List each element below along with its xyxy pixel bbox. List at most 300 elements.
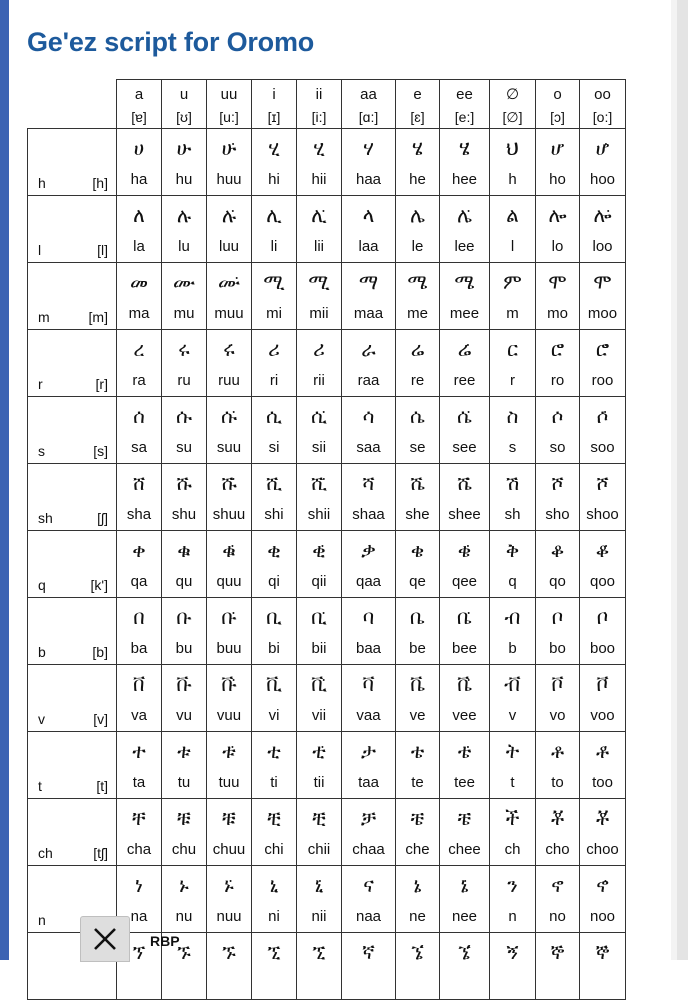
latin-syllable: chii bbox=[307, 841, 331, 858]
latin-syllable: che bbox=[405, 841, 430, 858]
latin-syllable: su bbox=[176, 439, 192, 456]
syllable-cell bbox=[440, 196, 490, 263]
geez-glyph: ቀ bbox=[132, 538, 146, 562]
latin-syllable: ve bbox=[409, 707, 426, 724]
latin-syllable: ra bbox=[132, 372, 146, 389]
syllable-cell bbox=[252, 866, 297, 933]
vowel-header-row bbox=[28, 80, 626, 129]
geez-glyph: ቶ̇ bbox=[595, 739, 610, 763]
syllable-cell bbox=[162, 263, 207, 330]
latin-syllable: r bbox=[510, 372, 515, 389]
vowel-label: i bbox=[272, 86, 276, 103]
syllable-cell bbox=[162, 397, 207, 464]
syllable-cell bbox=[207, 799, 252, 866]
syllable-cell bbox=[117, 330, 162, 397]
geez-glyph: ሉ̇ bbox=[221, 203, 237, 227]
latin-syllable: li bbox=[270, 238, 278, 255]
syllable-cell bbox=[580, 330, 626, 397]
latin-syllable: boo bbox=[589, 640, 616, 657]
syllable-cell bbox=[536, 330, 580, 397]
syllabary-table bbox=[27, 79, 626, 1000]
geez-glyph: ኔ bbox=[413, 873, 422, 897]
syllable-cell bbox=[162, 531, 207, 598]
consonant-ipa: [b] bbox=[92, 644, 108, 660]
syllable-cell bbox=[252, 129, 297, 196]
syllable-cell bbox=[396, 330, 440, 397]
syllable-cell bbox=[440, 330, 490, 397]
latin-syllable: too bbox=[592, 774, 613, 791]
geez-glyph: ሜ̇ bbox=[454, 270, 475, 294]
vowel-ipa: [ʊ] bbox=[176, 109, 192, 125]
latin-syllable: lii bbox=[314, 238, 324, 255]
syllable-cell bbox=[536, 933, 580, 1000]
syllable-cell bbox=[342, 263, 396, 330]
latin-syllable: ru bbox=[177, 372, 191, 389]
latin-syllable: sho bbox=[545, 506, 570, 523]
syllable-cell bbox=[297, 464, 342, 531]
vowel-header bbox=[117, 80, 162, 129]
syllable-cell bbox=[117, 799, 162, 866]
geez-glyph: ር bbox=[506, 337, 519, 361]
syllable-cell bbox=[490, 732, 536, 799]
geez-glyph: ሆ̇ bbox=[595, 136, 610, 160]
syllable-cell bbox=[396, 933, 440, 1000]
syllable-cell bbox=[490, 531, 536, 598]
consonant-label-cell bbox=[28, 464, 117, 531]
latin-syllable: qii bbox=[311, 573, 327, 590]
latin-syllable: luu bbox=[218, 238, 240, 255]
geez-glyph: ቭ bbox=[504, 672, 521, 696]
latin-syllable: vii bbox=[311, 707, 327, 724]
latin-syllable: chu bbox=[171, 841, 197, 858]
latin-syllable: qoo bbox=[589, 573, 616, 590]
syllable-cell bbox=[536, 397, 580, 464]
consonant-ipa: [t] bbox=[96, 778, 108, 794]
syllable-cell bbox=[297, 263, 342, 330]
latin-syllable: qi bbox=[268, 573, 280, 590]
vowel-ipa: [ɔ] bbox=[550, 109, 565, 125]
syllable-cell bbox=[396, 598, 440, 665]
geez-glyph: ኒ̇ bbox=[314, 873, 324, 897]
consonant-label-cell bbox=[28, 263, 117, 330]
latin-syllable: ree bbox=[453, 372, 476, 389]
syllable-cell bbox=[580, 732, 626, 799]
latin-syllable: tu bbox=[177, 774, 191, 791]
geez-glyph: ኒ bbox=[269, 873, 279, 897]
latin-syllable: see bbox=[452, 439, 477, 456]
geez-glyph: ሪ bbox=[268, 337, 280, 361]
geez-glyph: ቾ̇ bbox=[595, 806, 610, 830]
geez-glyph: ም bbox=[503, 270, 522, 294]
syllable-cell bbox=[440, 799, 490, 866]
syllable-cell bbox=[580, 799, 626, 866]
latin-syllable: shee bbox=[448, 506, 481, 523]
vowel-label: ee bbox=[456, 86, 473, 103]
syllable-cell bbox=[207, 933, 252, 1000]
geez-glyph: ሄ̇ bbox=[459, 136, 470, 160]
consonant-row bbox=[28, 263, 626, 330]
geez-glyph: ቨ bbox=[132, 672, 146, 696]
geez-glyph: ቡ̇ bbox=[221, 605, 237, 629]
geez-glyph: ና bbox=[363, 873, 374, 897]
consonant-letter: sh bbox=[38, 510, 53, 526]
latin-syllable: choo bbox=[586, 841, 619, 858]
syllable-cell bbox=[440, 598, 490, 665]
vowel-header bbox=[252, 80, 297, 129]
geez-glyph: ለ bbox=[133, 203, 145, 227]
consonant-label-cell bbox=[28, 531, 117, 598]
right-scroll-area bbox=[677, 0, 688, 960]
geez-glyph: ሀ bbox=[133, 136, 145, 160]
geez-glyph: ቩ̇ bbox=[221, 672, 237, 696]
geez-glyph: ሎ bbox=[548, 203, 567, 227]
geez-glyph: ቻ bbox=[360, 806, 377, 830]
syllable-cell bbox=[342, 799, 396, 866]
geez-glyph: ቤ bbox=[409, 605, 426, 629]
geez-glyph: ኝ bbox=[506, 940, 519, 964]
geez-glyph: ሺ̇ bbox=[310, 471, 328, 495]
syllable-cell bbox=[396, 129, 440, 196]
geez-glyph: ቄ bbox=[410, 538, 425, 562]
latin-syllable: re bbox=[410, 372, 425, 389]
geez-glyph: ቢ bbox=[266, 605, 282, 629]
latin-syllable: b bbox=[508, 640, 517, 657]
latin-syllable: va bbox=[131, 707, 147, 724]
latin-syllable: qaa bbox=[355, 573, 382, 590]
syllable-cell bbox=[490, 665, 536, 732]
latin-syllable: vo bbox=[549, 707, 566, 724]
syllable-cell bbox=[207, 330, 252, 397]
syllable-cell bbox=[252, 732, 297, 799]
syllable-cell bbox=[440, 665, 490, 732]
consonant-label-cell bbox=[28, 732, 117, 799]
syllable-cell bbox=[440, 866, 490, 933]
geez-glyph: ሁ̇ bbox=[221, 136, 237, 160]
geez-glyph: ቺ̇ bbox=[312, 806, 326, 830]
syllable-cell bbox=[536, 464, 580, 531]
geez-glyph: ሞ̇ bbox=[593, 270, 612, 294]
latin-syllable: se bbox=[409, 439, 426, 456]
geez-glyph: ሺ bbox=[265, 471, 283, 495]
latin-syllable: voo bbox=[590, 707, 615, 724]
latin-syllable: raa bbox=[357, 372, 380, 389]
syllable-cell bbox=[580, 397, 626, 464]
latin-syllable: rii bbox=[313, 372, 325, 389]
vowel-header bbox=[580, 80, 626, 129]
latin-syllable: baa bbox=[355, 640, 382, 657]
consonant-ipa: [l] bbox=[97, 242, 108, 258]
syllable-cell bbox=[162, 665, 207, 732]
geez-glyph: ኑ bbox=[179, 873, 189, 897]
consonant-label bbox=[28, 844, 116, 862]
latin-syllable: mee bbox=[449, 305, 480, 322]
syllable-cell bbox=[207, 531, 252, 598]
latin-syllable: m bbox=[506, 305, 519, 322]
geez-glyph: ኖ bbox=[551, 873, 564, 897]
syllable-cell bbox=[342, 866, 396, 933]
latin-syllable: ba bbox=[130, 640, 148, 657]
consonant-row bbox=[28, 397, 626, 464]
latin-syllable: lo bbox=[551, 238, 564, 255]
geez-glyph: ቺ bbox=[267, 806, 281, 830]
syllable-cell bbox=[580, 866, 626, 933]
syllable-cell bbox=[207, 598, 252, 665]
vowel-ipa: [ɪ] bbox=[267, 109, 281, 125]
syllable-cell bbox=[117, 129, 162, 196]
syllable-cell bbox=[207, 665, 252, 732]
latin-syllable: saa bbox=[356, 439, 381, 456]
geez-glyph: ሮ̇ bbox=[595, 337, 610, 361]
syllable-cell bbox=[117, 196, 162, 263]
geez-glyph: በ bbox=[133, 605, 145, 629]
geez-glyph: ሲ̇ bbox=[310, 404, 328, 428]
syllable-cell bbox=[490, 397, 536, 464]
syllable-cell bbox=[297, 397, 342, 464]
syllable-cell bbox=[396, 196, 440, 263]
vowel-ipa: [∅] bbox=[502, 109, 523, 125]
geez-glyph: ሳ bbox=[362, 404, 375, 428]
syllable-cell bbox=[440, 732, 490, 799]
vowel-ipa: [ɛ] bbox=[410, 109, 425, 125]
syllable-cell bbox=[342, 464, 396, 531]
syllable-cell bbox=[490, 866, 536, 933]
geez-glyph: ት bbox=[505, 739, 520, 763]
vowel-header bbox=[297, 80, 342, 129]
latin-syllable: hu bbox=[175, 171, 193, 188]
syllable-cell bbox=[252, 933, 297, 1000]
syllable-cell bbox=[580, 531, 626, 598]
syllable-cell bbox=[252, 531, 297, 598]
syllable-cell bbox=[297, 129, 342, 196]
syllable-cell bbox=[580, 196, 626, 263]
geez-glyph: ሌ bbox=[410, 203, 425, 227]
consonant-row bbox=[28, 665, 626, 732]
geez-glyph: ቴ̇ bbox=[457, 739, 472, 763]
latin-syllable: he bbox=[409, 171, 426, 188]
latin-syllable: qo bbox=[549, 573, 566, 590]
geez-glyph: ቸ bbox=[132, 806, 146, 830]
latin-syllable: bee bbox=[451, 640, 478, 657]
geez-glyph: ኜ̇ bbox=[457, 940, 472, 964]
geez-glyph: ሻ bbox=[362, 471, 375, 495]
syllable-cell bbox=[490, 263, 536, 330]
consonant-ipa: [s] bbox=[93, 443, 108, 459]
syllable-cell bbox=[490, 330, 536, 397]
geez-glyph: ቲ̇ bbox=[312, 739, 326, 763]
geez-glyph: ሁ bbox=[176, 136, 192, 160]
rbp-label: RBP bbox=[150, 933, 180, 949]
latin-syllable: nuu bbox=[216, 908, 242, 925]
latin-syllable: sha bbox=[126, 506, 152, 523]
syllable-cell bbox=[342, 397, 396, 464]
geez-glyph: ሊ̇ bbox=[311, 203, 327, 227]
syllable-cell bbox=[207, 397, 252, 464]
syllable-cell bbox=[490, 933, 536, 1000]
consonant-ipa: [k'] bbox=[90, 577, 108, 593]
consonant-label bbox=[28, 777, 116, 795]
latin-syllable: chaa bbox=[352, 841, 385, 858]
geez-glyph: ሾ̇ bbox=[596, 471, 609, 495]
consonant-ipa: [h] bbox=[92, 175, 108, 191]
latin-syllable: huu bbox=[216, 171, 242, 188]
syllable-cell bbox=[162, 799, 207, 866]
geez-glyph: ቅ bbox=[505, 538, 520, 562]
vowel-ipa: [o:] bbox=[592, 109, 613, 125]
syllable-cell bbox=[342, 732, 396, 799]
syllable-cell bbox=[580, 598, 626, 665]
latin-syllable: bo bbox=[549, 640, 566, 657]
geez-glyph: ሞ bbox=[548, 270, 567, 294]
consonant-label-cell bbox=[28, 665, 117, 732]
syllable-cell bbox=[342, 330, 396, 397]
geez-glyph: ሙ bbox=[172, 270, 196, 294]
geez-glyph: ሪ̇ bbox=[313, 337, 325, 361]
syllable-cell bbox=[440, 531, 490, 598]
geez-glyph: ቪ̇ bbox=[311, 672, 327, 696]
latin-syllable: v bbox=[508, 707, 517, 724]
syllable-cell bbox=[117, 598, 162, 665]
geez-glyph: ሲ bbox=[265, 404, 283, 428]
geez-glyph: ቱ̇ bbox=[222, 739, 236, 763]
syllable-cell bbox=[490, 799, 536, 866]
syllable-cell bbox=[117, 665, 162, 732]
geez-glyph: ቡ bbox=[176, 605, 192, 629]
syllable-cell bbox=[162, 598, 207, 665]
geez-glyph: ሾ bbox=[551, 471, 564, 495]
geez-glyph: ኔ̇ bbox=[460, 873, 469, 897]
latin-syllable: shoo bbox=[586, 506, 619, 523]
latin-syllable: qa bbox=[130, 573, 148, 590]
geez-glyph: ቬ bbox=[409, 672, 426, 696]
latin-syllable: taa bbox=[358, 774, 379, 791]
geez-glyph: ሸ bbox=[132, 471, 146, 495]
vowel-ipa: [i:] bbox=[311, 109, 327, 125]
consonant-label bbox=[28, 710, 116, 728]
consonant-row bbox=[28, 531, 626, 598]
consonant-letter: r bbox=[38, 376, 43, 392]
consonant-row bbox=[28, 732, 626, 799]
geez-glyph: ቂ̇ bbox=[312, 538, 326, 562]
syllable-cell bbox=[440, 397, 490, 464]
latin-syllable: shaa bbox=[352, 506, 385, 523]
consonant-row bbox=[28, 799, 626, 866]
consonant-letter: s bbox=[38, 443, 45, 459]
syllable-cell bbox=[252, 799, 297, 866]
syllable-cell bbox=[297, 866, 342, 933]
syllable-cell bbox=[342, 665, 396, 732]
vowel-label: uu bbox=[220, 86, 238, 103]
latin-syllable: ha bbox=[130, 171, 148, 188]
geez-glyph: ሱ̇ bbox=[220, 404, 238, 428]
vowel-label: ∅ bbox=[505, 86, 520, 103]
consonant-label-cell bbox=[28, 397, 117, 464]
syllable-cell bbox=[297, 665, 342, 732]
syllable-cell bbox=[297, 598, 342, 665]
latin-syllable: mu bbox=[173, 305, 195, 322]
syllable-cell bbox=[207, 129, 252, 196]
syllable-cell bbox=[536, 665, 580, 732]
latin-syllable: haa bbox=[355, 171, 382, 188]
geez-glyph: ቼ bbox=[410, 806, 425, 830]
latin-syllable: to bbox=[551, 774, 564, 791]
syllable-cell bbox=[580, 263, 626, 330]
latin-syllable: maa bbox=[353, 305, 384, 322]
geez-glyph: ሴ̇ bbox=[457, 404, 472, 428]
geez-glyph: ሹ bbox=[176, 471, 192, 495]
geez-glyph: ረ bbox=[133, 337, 145, 361]
syllable-cell bbox=[440, 933, 490, 1000]
latin-syllable: tii bbox=[313, 774, 325, 791]
latin-syllable: ruu bbox=[218, 372, 240, 389]
vowel-header bbox=[396, 80, 440, 129]
latin-syllable: lu bbox=[178, 238, 190, 255]
syllable-cell bbox=[396, 397, 440, 464]
latin-syllable: te bbox=[411, 774, 424, 791]
latin-syllable: qu bbox=[175, 573, 193, 590]
geez-glyph: ቮ bbox=[551, 672, 564, 696]
syllable-cell bbox=[440, 129, 490, 196]
geez-glyph: ሬ bbox=[410, 337, 425, 361]
geez-glyph: ተ bbox=[132, 739, 146, 763]
geez-glyph: ቄ̇ bbox=[457, 538, 472, 562]
syllable-cell bbox=[536, 598, 580, 665]
latin-syllable: n bbox=[508, 908, 517, 925]
latin-syllable: vi bbox=[268, 707, 280, 724]
consonant-label bbox=[28, 643, 116, 661]
geez-glyph: ቱ bbox=[177, 739, 191, 763]
syllable-cell bbox=[490, 598, 536, 665]
consonant-letter: q bbox=[38, 577, 46, 593]
consonant-letter: ch bbox=[38, 845, 53, 861]
latin-syllable: vuu bbox=[216, 707, 242, 724]
consonant-ipa: [tʃ] bbox=[93, 845, 108, 861]
consonant-letter: m bbox=[38, 309, 50, 325]
consonant-label bbox=[28, 509, 116, 527]
latin-syllable: vaa bbox=[356, 707, 381, 724]
geez-glyph: ቢ̇ bbox=[311, 605, 327, 629]
vowel-label: u bbox=[179, 86, 189, 103]
syllable-cell bbox=[396, 799, 440, 866]
consonant-label-cell bbox=[28, 799, 117, 866]
geez-glyph: ሚ̇ bbox=[308, 270, 330, 294]
geez-glyph: ታ bbox=[361, 739, 376, 763]
syllable-cell bbox=[162, 129, 207, 196]
consonant-ipa: [ʃ] bbox=[97, 510, 108, 526]
syllable-cell bbox=[252, 464, 297, 531]
geez-glyph: ን bbox=[507, 873, 518, 897]
geez-glyph: ሮ bbox=[550, 337, 565, 361]
syllable-cell bbox=[580, 129, 626, 196]
consonant-label bbox=[28, 241, 116, 259]
latin-syllable: hoo bbox=[589, 171, 616, 188]
geez-glyph: ሂ̇ bbox=[313, 136, 325, 160]
syllable-cell bbox=[342, 531, 396, 598]
page-title: Ge'ez script for Oromo bbox=[27, 27, 315, 57]
syllable-cell bbox=[162, 196, 207, 263]
latin-syllable: bi bbox=[268, 640, 280, 657]
latin-syllable: chuu bbox=[212, 841, 246, 858]
syllable-cell bbox=[396, 732, 440, 799]
latin-syllable: no bbox=[549, 908, 566, 925]
latin-syllable: naa bbox=[355, 908, 382, 925]
close-button[interactable] bbox=[80, 916, 130, 962]
geez-glyph: ቾ bbox=[550, 806, 565, 830]
consonant-label bbox=[28, 576, 116, 594]
syllable-cell bbox=[297, 531, 342, 598]
geez-glyph: ቬ̇ bbox=[456, 672, 473, 696]
latin-syllable: suu bbox=[216, 439, 242, 456]
corner-cell bbox=[28, 80, 117, 129]
